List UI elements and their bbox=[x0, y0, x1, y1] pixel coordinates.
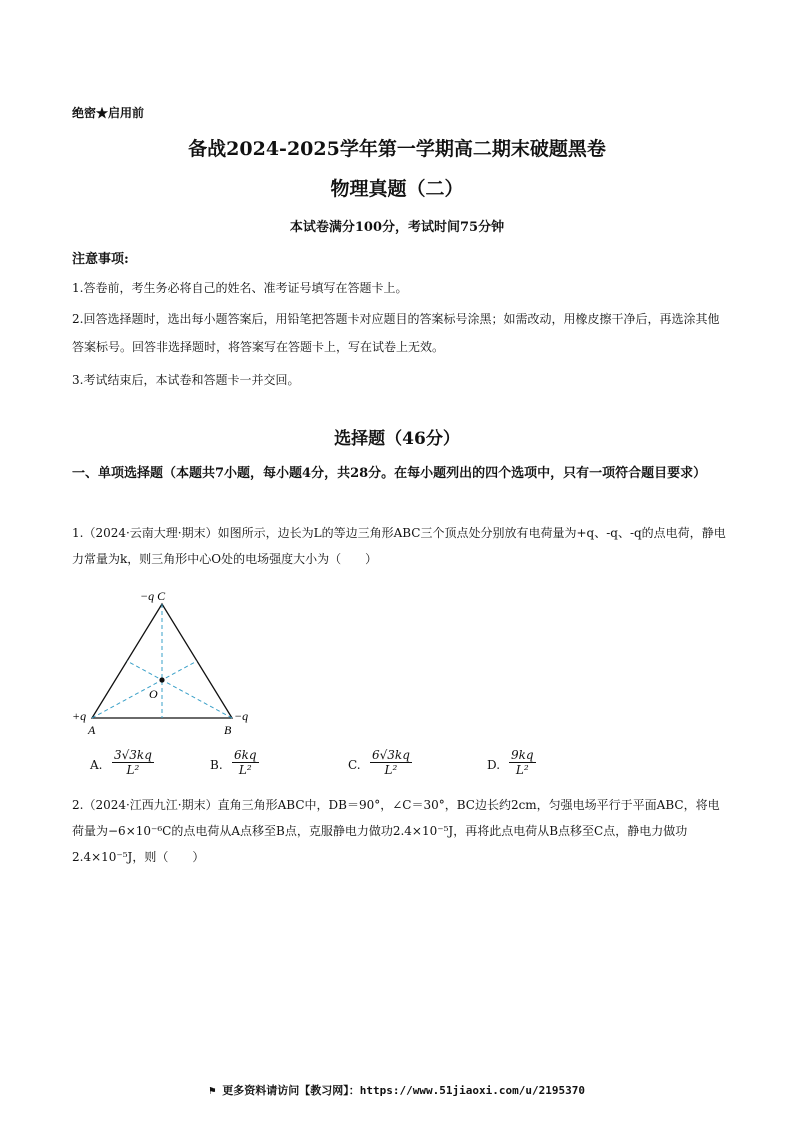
median-line bbox=[127, 661, 232, 718]
exam-info: 本试卷满分100分，考试时间75分钟 bbox=[289, 220, 505, 235]
label-o: O bbox=[149, 687, 158, 701]
question-1-text: 1.（2024·云南大理·期末）如图所示，边长为L的等边三角形ABC三个顶点处分别放有电荷量为+q、-q、-q的点电荷，静电力常量为k，则三角形中心O处的电场强度大小为（ ） bbox=[72, 526, 726, 566]
question-2-text: 2.（2024·江西九江·期末）直角三角形ABC中，DB＝90°，∠C＝30°，BC边长约2cm，匀强电场平行于平面ABC，将电荷量为−6×10⁻⁶C的点电荷从A点移至B点，克服静电力做功2.4×10⁻⁵J，再将此点电荷从B点移至C点，静电力做功2.4×10⁻⁵J，则（ ） bbox=[72, 798, 720, 864]
label-c: −q C bbox=[140, 589, 166, 603]
median-line bbox=[92, 661, 197, 718]
secret-label: 绝密★启用前 bbox=[72, 106, 145, 120]
triangle-figure bbox=[70, 586, 270, 742]
flag-icon: ⚑ bbox=[209, 1084, 223, 1097]
label-a: A bbox=[88, 723, 96, 737]
option-letter: D. bbox=[487, 758, 501, 772]
option-d-fraction: $\frac{9kq}{\text{L²}}$ bbox=[511, 748, 534, 777]
footer-text: 更多资料请访问【教习网】：https://www.51jiaoxi.com/u/2195370 bbox=[222, 1084, 585, 1097]
option-c-fraction: $\frac{6√3kq}{\text{L²}}$ bbox=[372, 748, 410, 777]
option-a-fraction: $\frac{3√3kq}{\text{L²}}$ bbox=[114, 748, 152, 777]
question-1-options bbox=[0, 748, 794, 788]
label-a-charge: +q bbox=[72, 709, 87, 723]
notice-item: 2.回答选择题时，选出每小题答案后，用铅笔把答题卡对应题目的答案标号涂黑；如需改动，用橡皮擦干净后，再选涂其他答案标号。回答非选择题时，将答案写在答题卡上，写在试卷上无效。 bbox=[72, 312, 720, 354]
notice-heading: 注意事项: bbox=[72, 252, 129, 267]
option-b-fraction: $\frac{6kq}{\text{L²}}$ bbox=[234, 748, 257, 777]
page-title: 备战2024-2025学年第一学期高二期末破题黑卷 bbox=[188, 138, 606, 160]
option-letter: B. bbox=[210, 758, 223, 772]
label-b: B bbox=[224, 723, 232, 737]
option-letter: A. bbox=[90, 758, 103, 772]
center-point bbox=[159, 677, 164, 682]
page-subtitle: 物理真题（二） bbox=[330, 178, 464, 200]
label-b-charge: −q bbox=[234, 709, 249, 723]
notice-item: 1.答卷前，考生务必将自己的姓名、准考证号填写在答题卡上。 bbox=[72, 281, 408, 295]
notice-item: 3.考试结束后，本试卷和答题卡一并交回。 bbox=[72, 373, 300, 387]
section-title: 选择题（46分） bbox=[334, 429, 460, 449]
option-letter: C. bbox=[348, 758, 361, 772]
part-heading: 一、单项选择题（本题共7小题，每小题4分，共28分。在每小题列出的四个选项中，只有一项符合题目要求） bbox=[72, 466, 707, 481]
footer-link[interactable] bbox=[0, 1082, 794, 1098]
